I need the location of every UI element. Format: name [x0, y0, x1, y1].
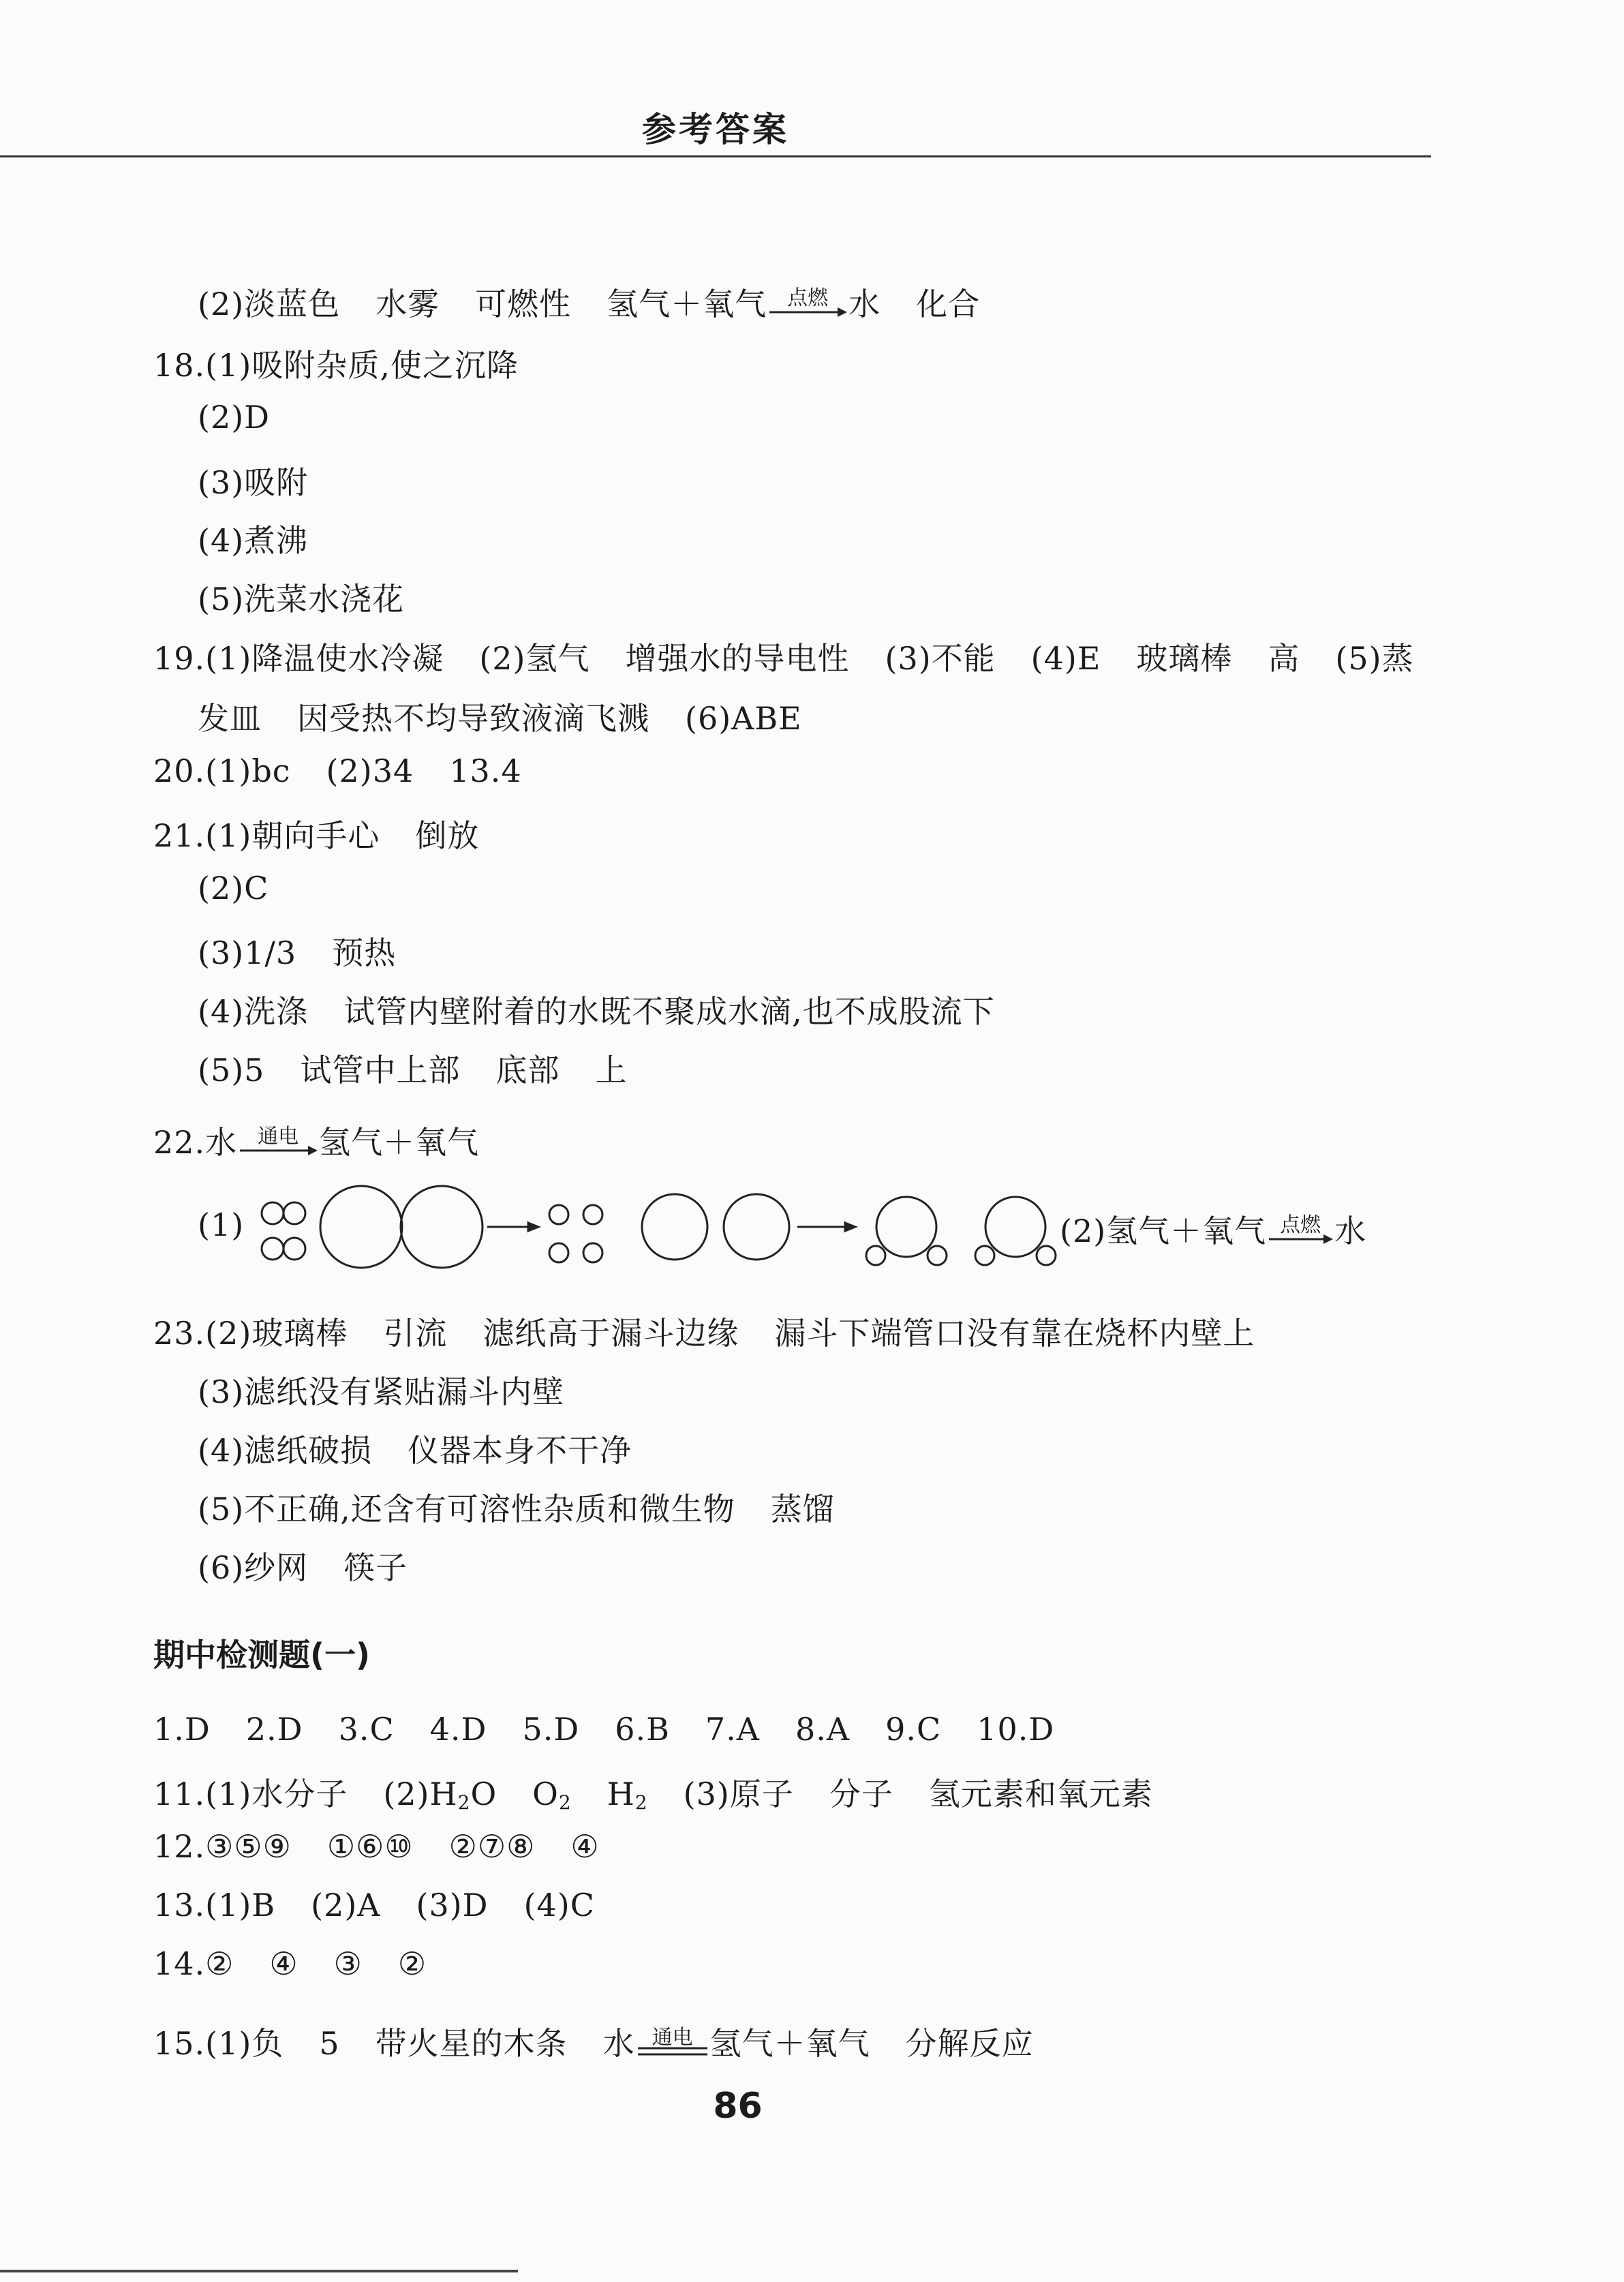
page-number: 86: [713, 2086, 763, 2127]
text: 氢气＋氧气: [709, 2025, 870, 2062]
answer-22: [153, 1118, 479, 1163]
mc-answer: 10.D: [977, 1711, 1055, 1748]
answer-mc-row: [153, 1711, 1054, 1748]
text: (2)淡蓝色: [198, 286, 341, 322]
text: (2)氢气＋氧气: [1060, 1213, 1267, 1249]
text: O: [470, 1776, 497, 1812]
text: 分子: [829, 1776, 893, 1812]
text: 漏斗下端管口没有靠在烧杯内壁上: [774, 1315, 1255, 1352]
text: 高: [1268, 640, 1300, 677]
answer-13: [153, 1887, 595, 1923]
answer-20: [153, 752, 522, 789]
text: 因受热不均导致液滴飞溅: [297, 700, 649, 737]
text: (4)洗涤: [198, 993, 309, 1030]
text: 13.(1)B: [153, 1887, 276, 1923]
text: 23.(2)玻璃棒: [153, 1315, 348, 1352]
answer-23-6: [198, 1543, 408, 1588]
text: 仪器本身不干净: [408, 1432, 632, 1469]
header-divider: [0, 155, 1431, 157]
text: 水: [1334, 1213, 1367, 1249]
text: 试管内壁附着的水既不聚成水滴,也不成股流下: [343, 993, 995, 1030]
text: 上: [595, 1052, 628, 1089]
section-title: 期中检测题(一): [153, 1637, 371, 1673]
reaction-condition: 点燃: [1280, 1213, 1321, 1237]
text: 化合: [916, 286, 981, 322]
text: 水: [848, 286, 881, 322]
answer-19-cont: [198, 694, 802, 739]
text: 分解反应: [905, 2025, 1034, 2062]
answer-14: [153, 1945, 427, 1982]
answer-18-1: 18.(1)吸附杂质,使之沉降: [153, 347, 519, 384]
text: (4)C: [523, 1887, 595, 1923]
subscript: 2: [634, 1791, 648, 1814]
answer-23-5: [198, 1485, 835, 1530]
text: 14.②: [153, 1945, 234, 1982]
text: 19.(1)降温使水冷凝: [153, 640, 444, 677]
answer-23-2: [153, 1309, 1255, 1354]
subscript: 2: [558, 1791, 572, 1814]
answer-18-5: (5)洗菜水浇花: [198, 581, 405, 618]
reaction-condition: 点燃: [787, 286, 829, 310]
answer-18-4: (4)煮沸: [198, 522, 309, 559]
text: 发皿: [198, 700, 262, 737]
text: 水雾: [376, 286, 440, 322]
text: (2)A: [311, 1887, 381, 1923]
text: (3)1/3: [198, 934, 297, 971]
text: 增强水的导电性: [625, 640, 850, 677]
text: ②: [397, 1945, 427, 1982]
text: 带火星的木条: [375, 2025, 568, 2062]
reaction-arrow: [1266, 1213, 1334, 1242]
text: 玻璃棒: [1136, 640, 1233, 677]
mc-answer: 5.D: [522, 1711, 580, 1748]
mc-answer: 4.D: [429, 1711, 487, 1748]
text: 可燃性: [475, 286, 572, 322]
answer-21-2: (2)C: [198, 870, 269, 907]
reaction-arrow: [767, 286, 848, 315]
text: (2)氢气: [479, 640, 590, 677]
answer-15: [153, 2019, 1034, 2064]
arrow-icon: [237, 1144, 319, 1157]
text: (5)不正确,还含有可溶性杂质和微生物: [198, 1491, 735, 1527]
mc-answer: 3.C: [338, 1711, 395, 1748]
text: 12.③⑤⑨: [153, 1828, 292, 1865]
answer-21-4: [198, 987, 995, 1032]
text: (4)滤纸破损: [198, 1432, 373, 1469]
reaction-equals: [635, 2026, 710, 2054]
mc-answer: 8.A: [795, 1711, 851, 1748]
equals-sign-icon: [635, 2045, 710, 2058]
text: 预热: [332, 934, 397, 971]
mc-answer: 1.D: [153, 1711, 211, 1748]
text: 5: [319, 2025, 340, 2062]
text: (3)D: [416, 1887, 489, 1923]
answer-21-3: [198, 928, 396, 973]
page-header-title: 参考答案: [642, 110, 789, 149]
text: 氢气＋氧气: [319, 1124, 480, 1161]
mc-answer: 2.D: [245, 1711, 303, 1748]
answer-22-2: [1060, 1206, 1366, 1251]
mc-answer: 9.C: [885, 1711, 942, 1748]
reaction-condition: 通电: [652, 2026, 693, 2050]
text: ④: [570, 1828, 600, 1865]
answer-22-1-label: (1): [198, 1206, 245, 1243]
text: 引流: [383, 1315, 448, 1352]
answer-19: [153, 634, 1414, 679]
answer-11: [153, 1769, 1153, 1814]
text: 氢元素和氧元素: [928, 1776, 1153, 1812]
bottom-edge-line: [0, 2270, 518, 2272]
text: 底部: [495, 1052, 560, 1089]
text: (6)ABE: [685, 700, 802, 737]
text: 11.(1)水分子: [153, 1776, 348, 1812]
subscript: 2: [457, 1791, 471, 1814]
text: (5)蒸: [1335, 640, 1414, 677]
text: O: [532, 1776, 559, 1812]
text: ④: [269, 1945, 298, 1982]
text: 15.(1)负: [153, 2025, 284, 2062]
mc-answer: 7.A: [705, 1711, 761, 1748]
text: (4)E: [1030, 640, 1101, 677]
text: 21.(1)朝向手心: [153, 817, 380, 854]
text: 22.水: [153, 1124, 238, 1161]
arrow-icon: [1266, 1232, 1334, 1246]
text: 试管中上部: [300, 1052, 461, 1089]
answer-21-1: [153, 811, 479, 856]
text: 水: [602, 2025, 635, 2062]
text: (5)5: [198, 1052, 265, 1089]
text: (6)纱网: [198, 1549, 309, 1586]
answer-18-2: (2)D: [198, 399, 271, 436]
reaction-arrow: [237, 1125, 319, 1153]
text: (3)原子: [683, 1776, 794, 1812]
text: 蒸馏: [770, 1491, 835, 1527]
answer-23-4: [198, 1426, 632, 1471]
answer-21-5: [198, 1046, 627, 1091]
text: ③: [333, 1945, 363, 1982]
text: (2)H: [383, 1776, 458, 1812]
answer-12: [153, 1828, 600, 1865]
answer-18-3: (3)吸附: [198, 464, 309, 501]
text: 13.4: [449, 752, 522, 789]
text: 滤纸高于漏斗边缘: [482, 1315, 739, 1352]
arrow-icon: [767, 305, 848, 319]
text: ②⑦⑧: [448, 1828, 536, 1865]
text: 20.(1)bc: [153, 752, 291, 789]
text: (3)不能: [885, 640, 996, 677]
answer-17-2: [198, 279, 980, 324]
molecule-diagram: [252, 1172, 1138, 1281]
reaction-condition: 通电: [258, 1125, 299, 1148]
answer-23-3: (3)滤纸没有紧贴漏斗内壁: [198, 1373, 565, 1410]
mc-answer: 6.B: [615, 1711, 670, 1748]
text: H: [607, 1776, 635, 1812]
text: (2)34: [326, 752, 414, 789]
text: 倒放: [415, 817, 480, 854]
text: ①⑥⑩: [326, 1828, 414, 1865]
text: 筷子: [343, 1549, 408, 1586]
text: 氢气＋氧气: [607, 286, 767, 322]
